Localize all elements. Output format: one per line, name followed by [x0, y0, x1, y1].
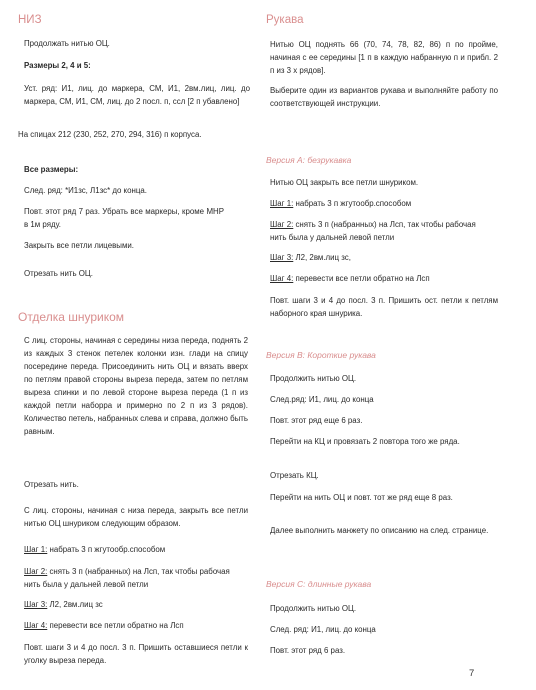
step-4: Шаг 4: перевести все петли обратно на Лсп [270, 274, 430, 283]
paragraph: Нитью ОЦ поднять 66 (70, 74, 78, 82, 86) п по пройме, начиная с ее середины [1 п в каждую набранную п и прибл. 2 п из 3 х рядов]. [270, 40, 498, 75]
paragraph: Повт. шаги 3 и 4 до посл. 3 п. Пришить ост. петли к петлям наборного края шнурика. [270, 296, 498, 318]
step-2: Шаг 2: снять 3 п (набранных) на Лсп, так чтобы рабочая нить была у дальней левой петли [24, 567, 230, 589]
page-number: 7 [469, 668, 475, 679]
step-1: Шаг 1: набрать 3 п жгутообр.способом [24, 545, 166, 554]
paragraph: Повт. шаги 3 и 4 до посл. 3 п. Пришить оставшиеся петли к уголку выреза переда. [24, 643, 248, 665]
paragraph: Отрезать нить. [24, 480, 79, 489]
step-3: Шаг 3: Л2, 2вм.лиц зс, [270, 253, 351, 262]
paragraph: Повт. этот ряд 6 раз. [270, 646, 346, 655]
section-title-niz: НИЗ [18, 14, 42, 26]
step-4: Шаг 4: перевести все петли обратно на Лсп [24, 621, 184, 630]
paragraph: С лиц. стороны, начиная с низа переда, закрыть все петли нитью ОЦ шнуриком следующим образом. [24, 506, 248, 528]
paragraph: Повт. этот ряд 7 раз. Убрать все маркеры, кроме МНР в 1м ряду. [24, 207, 224, 229]
paragraph: Продолжать нитью ОЦ. [24, 39, 110, 48]
paragraph: Выберите один из вариантов рукава и выполняйте работу по соответствующей инструкции. [270, 86, 498, 108]
paragraph: Отрезать нить ОЦ. [24, 269, 93, 278]
section-title-cord: Отделка шнуриком [18, 310, 125, 324]
sizes-heading: Размеры 2, 4 и 5: [24, 61, 91, 70]
version-a-title: Версия А: безрукавка [266, 155, 352, 165]
paragraph: На спицах 212 (230, 252, 270, 294, 316) п корпуса. [18, 130, 202, 139]
paragraph: Закрыть все петли лицевыми. [24, 241, 134, 250]
paragraph: След.ряд: И1, лиц. до конца [270, 395, 374, 404]
paragraph: Продолжить нитью ОЦ. [270, 604, 357, 613]
paragraph: Отрезать КЦ. [270, 471, 319, 480]
paragraph: С лиц. стороны, начиная с середины низа переда, поднять 2 из каждых 3 стенок петелек колонки изн. глади на спицу посередине переда. Присоединить нить ОЦ и вязать вверх по петлям правой стороны выреза переда, затем по петлям выреза спинки и по левой стороне выреза переда (1 п из каждой петли наборра и примерно по 2 п из 3 рядов). Количество петель, набранных слева и справа, должно быть равным. [24, 336, 248, 436]
step-2: Шаг 2: снять 3 п (набранных) на Лсп, так чтобы рабочая нить была у дальней левой петли [270, 220, 476, 242]
paragraph: След. ряд: И1, лиц. до конца [270, 625, 376, 634]
paragraph: Уст. ряд: И1, лиц. до маркера, СМ, И1, 2вм.лиц, лиц. до маркера, СМ, И1, СМ, лиц. до 2 посл. п, ссл [2 п убавлено] [24, 84, 250, 106]
section-title-sleeves: Рукава [266, 14, 304, 26]
version-b-title: Версия В: Короткие рукава [266, 350, 376, 360]
step-1: Шаг 1: набрать 3 п жгутообр.способом [270, 199, 412, 208]
step-3: Шаг 3: Л2, 2вм.лиц зс [24, 600, 103, 609]
version-c-title: Версия С: длинные рукава [266, 579, 372, 589]
paragraph: Продолжить нитью ОЦ. [270, 374, 357, 383]
paragraph: Далее выполнить манжету по описанию на след. странице. [270, 526, 489, 535]
paragraph: Перейти на КЦ и провязать 2 повтора того же ряда. [270, 437, 460, 446]
paragraph: Перейти на нить ОЦ и повт. тот же ряд еще 8 раз. [270, 493, 453, 502]
paragraph: След. ряд: *И1зс, Л1зс* до конца. [24, 186, 147, 195]
all-sizes-heading: Все размеры: [24, 165, 79, 174]
paragraph: Повт. этот ряд еще 6 раз. [270, 416, 363, 425]
paragraph: Нитью ОЦ закрыть все петли шнуриком. [270, 178, 419, 187]
